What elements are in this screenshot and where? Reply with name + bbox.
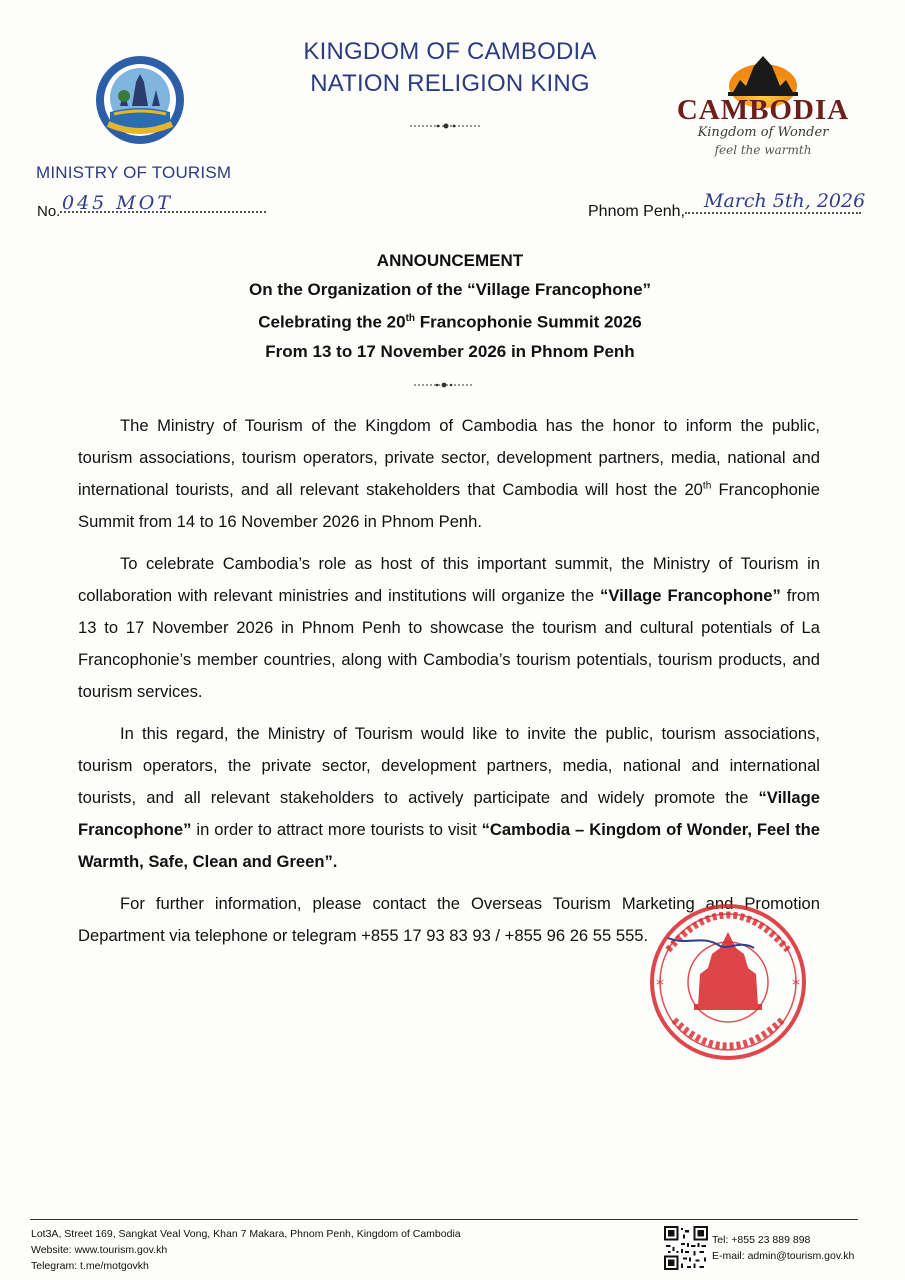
footer-address: Lot3A, Street 169, Sangkat Veal Vong, Khan 7 Makara, Phnom Penh, Kingdom of Cambodia bbox=[31, 1228, 461, 1240]
footer-contact-left bbox=[31, 1226, 461, 1274]
handwritten-number: 045 MOT bbox=[62, 192, 174, 214]
kingdom-title bbox=[250, 36, 650, 100]
announcement-subtitle-2 bbox=[150, 304, 750, 337]
p1-text-end: Francophonie Summit from 14 to 16 November 2026 in Phnom Penh. bbox=[78, 480, 820, 531]
p2-bold: “Village Francophone” bbox=[600, 586, 781, 605]
number-prefix: No. bbox=[37, 203, 61, 220]
p4-text: For further information, please contact the Overseas Tourism Marketing and Promotion Department via telephone or telegram +855 17 93 83 93 / +855 96 26 55 555. bbox=[78, 894, 820, 945]
announcement-header bbox=[150, 246, 750, 366]
place-prefix: Phnom Penh, bbox=[588, 203, 685, 220]
kingdom-line: KINGDOM OF CAMBODIA bbox=[303, 38, 597, 65]
divider-ornament-icon bbox=[414, 381, 474, 389]
announcement-title: ANNOUNCEMENT bbox=[376, 251, 524, 270]
document-number bbox=[37, 192, 266, 220]
p2-text-end: from 13 to 17 November 2026 in Phnom Penh to showcase the tourism and cultural potentials of La Francophonie’s member countries, along with Cambodia’s tourism potentials, tourism products, and tourism services. bbox=[78, 586, 820, 701]
p3-bold-1: “Village Francophone” bbox=[78, 788, 820, 839]
brand-tagline: Kingdom of Wonder bbox=[697, 125, 829, 140]
svg-text:*: * bbox=[792, 975, 800, 994]
svg-text:*: * bbox=[656, 975, 664, 994]
ministry-emblem-icon bbox=[94, 54, 186, 146]
place-date bbox=[588, 190, 866, 221]
p3-text-mid: in order to attract more tourists to visit bbox=[191, 820, 482, 839]
ministry-name: MINISTRY OF TOURISM bbox=[36, 163, 232, 182]
p1-text: The Ministry of Tourism of the Kingdom of Cambodia has the honor to inform the public, tourism associations, tourism operators, private sector, development partners, media, national and international tourists, and all relevant stakeholders that Cambodia will host the 20 bbox=[78, 416, 820, 499]
announcement-subtitle-3: From 13 to 17 November 2026 in Phnom Penh bbox=[265, 341, 635, 361]
subtitle-2-text: Celebrating the 20 bbox=[258, 312, 406, 332]
paragraph-1 bbox=[78, 410, 820, 538]
brand-wordmark: CAMBODIA bbox=[676, 94, 850, 126]
official-seal-icon bbox=[628, 890, 828, 1070]
p1-sup: th bbox=[702, 480, 712, 492]
footer-telegram: Telegram: t.me/motgovkh bbox=[31, 1260, 149, 1272]
p2-text: To celebrate Cambodia’s role as host of this important summit, the Ministry of Tourism in collaboration with relevant ministries and institutions will organize the bbox=[78, 554, 820, 605]
subtitle-2-text-end: Francophonie Summit 2026 bbox=[415, 312, 642, 332]
qr-code-icon bbox=[664, 1226, 708, 1270]
brand-slogan: feel the warmth bbox=[714, 143, 812, 157]
footer-website: Website: www.tourism.gov.kh bbox=[31, 1244, 168, 1256]
footer-tel: Tel: +855 23 889 898 bbox=[712, 1234, 811, 1246]
announcement-body bbox=[78, 410, 820, 962]
announcement-subtitle-1: On the Organization of the “Village Francophone” bbox=[248, 280, 652, 299]
paragraph-3 bbox=[78, 718, 820, 878]
subtitle-2-sup: th bbox=[405, 313, 416, 324]
p3-text: In this regard, the Ministry of Tourism would like to invite the public, tourism associations, tourism operators, the private sector, development partners, media, national and international tourists, and all relevant stakeholders to actively participate and widely promote the bbox=[78, 724, 820, 807]
footer-contact-right bbox=[712, 1232, 854, 1264]
motto-line: NATION RELIGION KING bbox=[310, 70, 590, 97]
footer-email: E-mail: admin@tourism.gov.kh bbox=[712, 1250, 855, 1262]
divider-ornament-icon bbox=[410, 122, 482, 130]
footer-divider bbox=[30, 1219, 858, 1220]
p3-bold-2: “Cambodia – Kingdom of Wonder, Feel the Warmth, Safe, Clean and Green”. bbox=[78, 820, 820, 871]
handwritten-date: March 5th, 2026 bbox=[704, 190, 866, 212]
paragraph-2 bbox=[78, 548, 820, 708]
